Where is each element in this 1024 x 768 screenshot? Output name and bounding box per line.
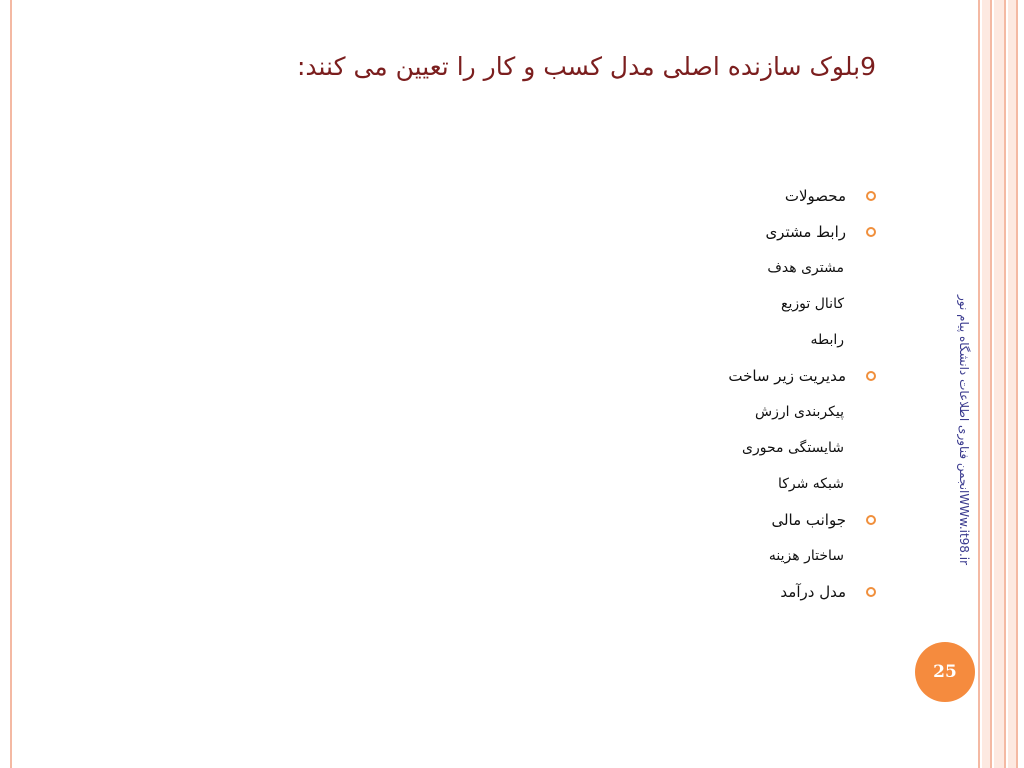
circle-bullet-icon (866, 515, 876, 525)
list-item-label: مدل درآمد (780, 583, 846, 601)
list-item (556, 286, 876, 322)
list-item (556, 574, 876, 610)
circle-bullet-icon (866, 371, 876, 381)
right-border-line-2 (990, 0, 992, 768)
right-border-line-1 (978, 0, 980, 768)
page-number-badge: 25 (915, 642, 975, 702)
list-item (556, 502, 876, 538)
list-item-label: ساختار هزینه (768, 548, 844, 564)
list-item (556, 214, 876, 250)
list-item-label: رابطه (810, 332, 844, 348)
right-border-band-2 (994, 0, 1004, 768)
list-item-label: شبکه شرکا (777, 476, 844, 492)
right-border-band-3 (1008, 0, 1016, 768)
circle-bullet-icon (866, 227, 876, 237)
list-item-label: محصولات (784, 187, 846, 205)
list-item-label: پیکربندی ارزش (755, 404, 844, 420)
list-item (556, 466, 876, 502)
list-item-label: جوانب مالی (771, 511, 846, 529)
right-border-line-4 (1016, 0, 1018, 768)
list-item (556, 178, 876, 214)
circle-bullet-icon (866, 191, 876, 201)
right-border-band-1 (982, 0, 990, 768)
vertical-side-text: WWw.it98.irانجمن فناوری اطلاعات دانشگاه پیام نور (957, 294, 971, 566)
right-border-line-3 (1004, 0, 1006, 768)
list-item (556, 538, 876, 574)
circle-bullet-icon (866, 587, 876, 597)
left-border-line (10, 0, 12, 768)
list-item-label: مدیریت زیر ساخت (728, 367, 846, 385)
list-item (556, 358, 876, 394)
list-item (556, 322, 876, 358)
slide-title: 9بلوک سازنده اصلی مدل کسب و کار را تعیین می کنند: (296, 52, 876, 81)
bullet-list (556, 178, 876, 610)
list-item (556, 250, 876, 286)
list-item-label: مشتری هدف (767, 260, 844, 276)
list-item-label: شایستگی محوری (742, 440, 844, 456)
list-item-label: رابط مشتری (765, 223, 846, 241)
list-item (556, 394, 876, 430)
list-item (556, 430, 876, 466)
list-item-label: کانال توزیع (781, 296, 844, 312)
